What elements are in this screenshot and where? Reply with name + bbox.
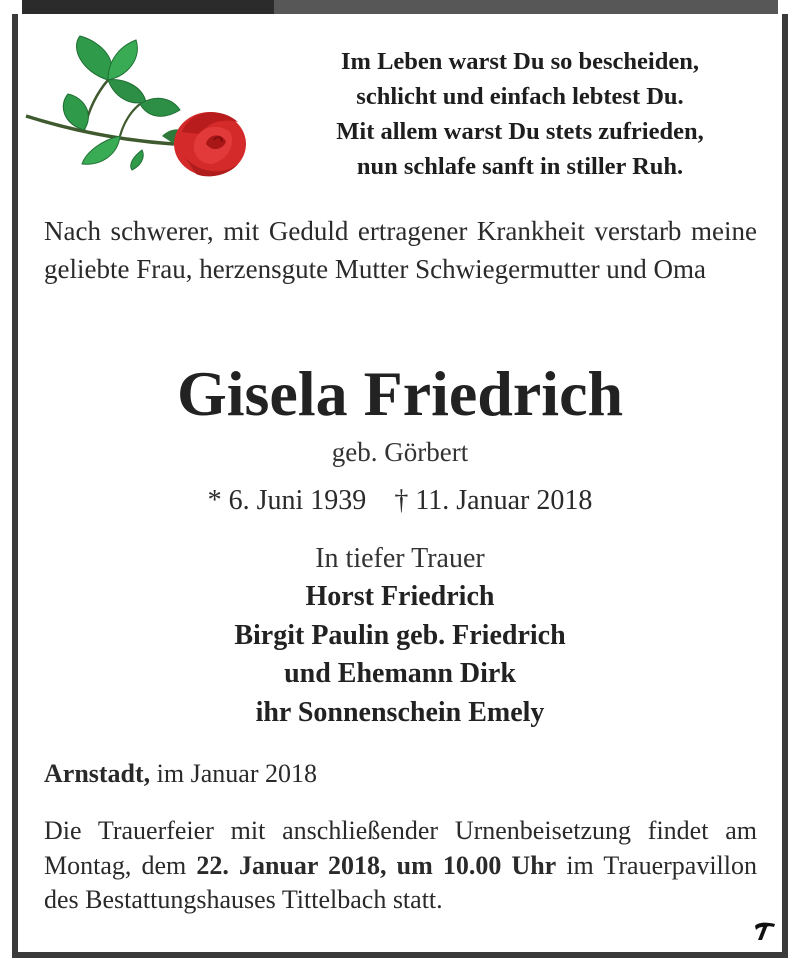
mourner-name: Birgit Paulin geb. Friedrich	[234, 619, 566, 651]
mourning-intro: In tiefer Trauer	[315, 543, 485, 574]
funeral-service-text	[44, 814, 757, 918]
top-border-dark	[22, 0, 274, 14]
mourner-name: ihr Sonnenschein Emely	[255, 696, 545, 728]
poem-line: schlicht und einfach lebtest Du.	[356, 83, 684, 110]
service-text-end: im Trauerpavillon des Bestattungshauses Tittelbach statt.	[44, 850, 757, 914]
service-text-start: Die Trauerfeier mit anschließender Urnenbeisetzung findet am Montag, dem	[44, 816, 757, 880]
service-datetime: 22. Januar 2018, um 10.00 Uhr	[196, 850, 557, 880]
birth-name: geb. Görbert	[331, 437, 469, 467]
poem-line: nun schlafe sanft in stiller Ruh.	[356, 153, 684, 180]
publisher-logo-icon	[752, 918, 778, 944]
place-month: im Januar 2018	[150, 759, 317, 788]
poem-line: Im Leben warst Du so bescheiden,	[341, 48, 699, 75]
poem	[250, 44, 790, 184]
poem-line: Mit allem warst Du stets zufrieden,	[336, 118, 704, 145]
top-border-grey	[274, 0, 778, 14]
rose-icon	[24, 32, 254, 182]
place-city: Arnstadt,	[44, 759, 151, 788]
death-date: † 11. Januar 2018	[394, 485, 593, 516]
deceased-name: Gisela Friedrich	[176, 358, 624, 429]
life-dates	[0, 482, 800, 520]
birth-date: * 6. Juni 1939	[207, 485, 367, 516]
place-date	[44, 756, 317, 792]
mourner-name: und Ehemann Dirk	[284, 658, 516, 689]
mourners-list	[0, 578, 800, 732]
mourner-name: Horst Friedrich	[305, 581, 495, 612]
intro-text: Nach schwerer, mit Geduld ertragener Krankheit verstarb meine geliebte Frau, herzensgute Mutter Schwiegermutter und Oma	[44, 216, 757, 284]
